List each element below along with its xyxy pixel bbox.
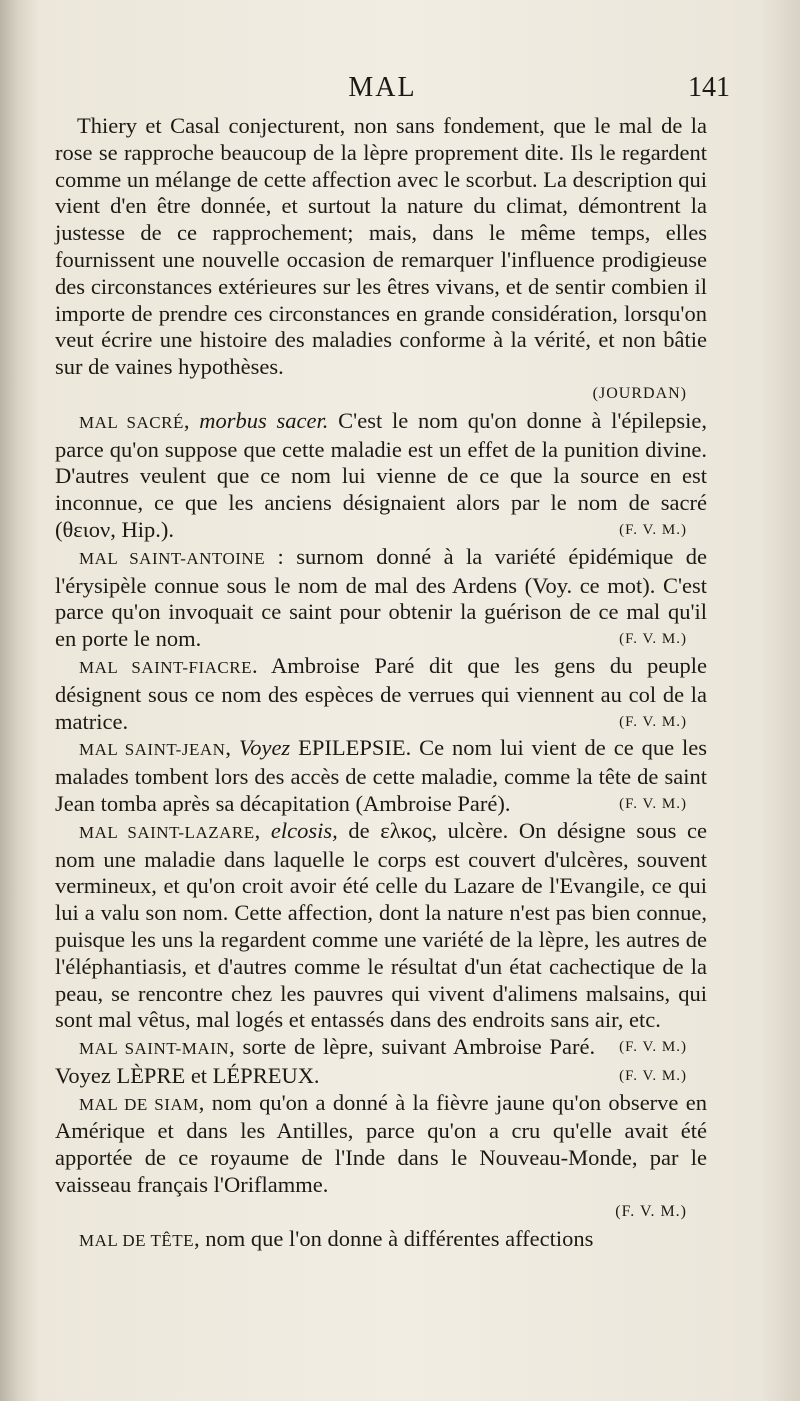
author-signature: (F. V. M.): [619, 713, 687, 730]
entry-text: nom que l'on donne à différentes affections: [205, 1225, 594, 1251]
author-signature: (F. V. M.): [619, 795, 687, 812]
entry-separator: ,: [198, 1089, 212, 1115]
entry-latin: morbus sacer.: [199, 407, 329, 433]
entry-text: de ελκος, ulcère. On désigne sous ce nom une maladie dans laquelle le corps est couvert d'ulcères, souvent vermineux, et qu'on croit avoir été celle du Lazare de l'Evangile, ce qui lui a valu son nom. Cette affection, dont la nature n'est pas bien connue, puisque les uns la regardent comme une variété de la lèpre, les autres de l'éléphantiasis, et d'autres comme le résultat d'un état cachectique de la peau, se rencontre chez les pauvres qui vivent d'alimens malsains, qui sont mal vêtus, mal logés et entassés dans des endroits sans air, etc.: [55, 817, 707, 1033]
dictionary-entry: [55, 1090, 707, 1226]
author-signature: (F. V. M.): [619, 1039, 687, 1056]
dictionary-entry: [55, 735, 707, 817]
entry-separator: :: [265, 543, 297, 569]
entry-text: surnom donné à la variété épidémique de l'érysipèle connue sous le nom de mal des Ardens (Voy. ce mot). C'est parce qu'on invoquait ce saint pour obtenir la guérison de ce mal qu'il en porte le nom.: [55, 543, 708, 652]
entry-latin: elcosis,: [270, 817, 338, 843]
page-number: 141: [688, 72, 730, 103]
entry-term: MAL SACRÉ: [79, 412, 184, 432]
dictionary-entry: [55, 408, 707, 544]
entry-separator: ,: [229, 1034, 243, 1060]
entry-text: sorte de lèpre, suivant Ambroise Paré. Voyez LÈPRE et LÉPREUX.: [55, 1034, 596, 1088]
entry-text: Ambroise Paré dit que les gens du peuple désignent sous ce nom des espèces de verrues qui viennent au col de la matrice.: [55, 652, 707, 734]
author-signature: (JOURDAN): [592, 384, 687, 402]
entry-text: nom qu'on a donné à la fièvre jaune qu'on observe en Amérique et dans les Antilles, parce qu'on a cru qu'elle avait été apportée de ce royaume de l'Inde dans le Nouveau-Monde, par le vaisseau français l'Oriflamme.: [55, 1089, 707, 1198]
author-signature: (F. V. M.): [615, 1202, 687, 1220]
entry-text: EPILEPSIE. Ce nom lui vient de ce que les malades tombent lors des accès de cette maladie, comme la tête de saint Jean tomba après sa décapitation (Ambroise Paré).: [55, 735, 707, 816]
dictionary-entry: [55, 653, 707, 735]
paragraph-text: Thiery et Casal conjecturent, non sans fondement, que le mal de la rose se rapproche beaucoup de la lèpre proprement dite. Ils le regardent comme un mélange de cette affection avec le scorbut. La description qui vient d'en être donnée, et surtout la nature du climat, démontrent la justesse de ce rapprochement; mais, dans le même temps, elles fournissent une nouvelle occasion de remarquer l'influence prodigieuse des circonstances extérieures sur les êtres vivans, et de sentir combien il importe de prendre ces circonstances en grande considération, lorsqu'on veut écrire une histoire des maladies conforme à la vérité, et non bâtie sur de vaines hypothèses.: [55, 113, 707, 380]
page-header: [55, 72, 730, 112]
page-body: [55, 113, 707, 1254]
entry-term: MAL SAINT-FIACRE: [79, 657, 252, 677]
entry-separator: ,: [254, 817, 271, 843]
entry-term: MAL SAINT-LAZARE: [79, 822, 255, 842]
dictionary-entry: [55, 544, 707, 653]
entry-separator: ,: [194, 1225, 206, 1251]
entry-term: MAL SAINT-ANTOINE: [79, 548, 266, 568]
running-head: MAL: [348, 72, 417, 103]
entry-term: MAL SAINT-JEAN: [79, 740, 226, 760]
author-signature: (F. V. M.): [619, 631, 687, 648]
entry-latin: Voyez: [238, 735, 291, 761]
dictionary-entry: [55, 1226, 707, 1255]
entry-separator: ,: [183, 407, 200, 433]
entry-text: C'est le nom qu'on donne à l'épilepsie, parce qu'on suppose que cette maladie est un effet de la punition divine. D'autres veulent que ce nom lui vienne de ce que la source en est inconnue, ce que les anciens désignaient alors par le nom de sacré (θειον, Hip.).: [55, 407, 707, 542]
continued-paragraph: [55, 113, 707, 408]
entry-term: MAL DE SIAM: [79, 1094, 199, 1114]
entry-term: MAL DE TÊTE: [79, 1230, 195, 1250]
entry-separator: .: [252, 652, 271, 678]
entry-term: MAL SAINT-MAIN: [79, 1039, 230, 1059]
author-signature: (F. V. M.): [619, 1067, 687, 1084]
author-signature: (F. V. M.): [619, 521, 687, 538]
entry-separator: ,: [225, 735, 239, 761]
